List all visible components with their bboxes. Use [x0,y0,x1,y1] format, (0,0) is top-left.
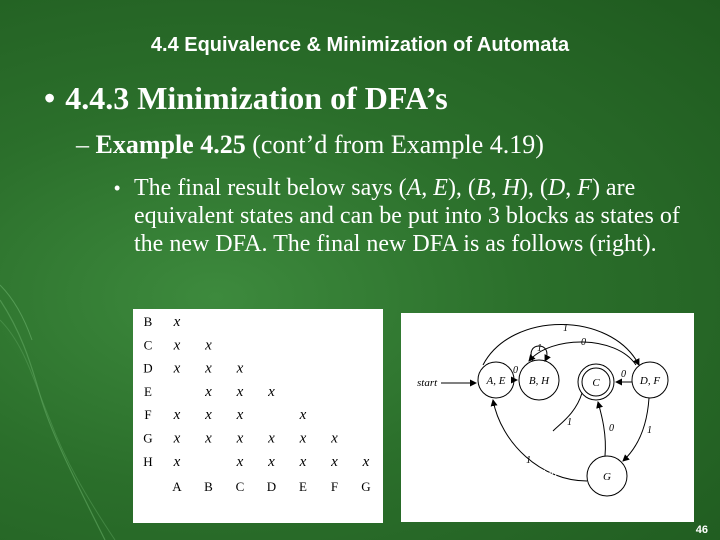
bullet-level-3-text: The final result below says (A, E), (B, H), (D, F) are equivalent states and can be put into 3 blocks as states of the new DFA. The final new DFA is as follows (right). [134,175,680,257]
bullet-level-3 [114,174,700,258]
table-cell-mark: x [173,360,181,377]
edge-g-c [598,402,605,456]
edge-label-top-outer: 1 [563,323,568,334]
equivalence-table [133,309,383,523]
table-row-label: F [144,407,152,423]
slide-title: 4.4 Equivalence & Minimization of Automata [150,34,570,56]
table-cell-mark: x [173,453,181,470]
edge-df-g [623,398,649,461]
table-cell-mark: x [236,430,244,447]
table-col-label: F [330,479,339,495]
table-cell-mark: x [299,453,307,470]
start-label: start [417,377,438,389]
bullet-level-1 [44,80,448,117]
table-row-label: B [143,314,153,329]
bullet-level-1-text: 4.4.3 Minimization of DFA’s [65,80,448,116]
table-col-label: D [266,479,277,495]
table-cell-mark: x [331,430,338,447]
table-cell-mark: x [173,314,181,330]
dash-glyph: – [76,130,89,159]
table-cell-mark: x [173,337,181,354]
svg-text:C: C [592,377,600,389]
svg-text:A, E: A, E [486,375,506,387]
table-cell-mark: x [236,407,244,424]
edge-label-df-c: 0 [621,369,626,380]
state-ae [478,362,514,398]
state-bh [519,360,559,400]
table-col-label: A [172,479,182,495]
table-cell-mark: x [173,430,181,447]
svg-text:G: G [603,471,611,483]
table-col-label: C [235,479,245,495]
table-cell-mark: x [236,360,244,377]
table-cell-mark: x [236,453,244,470]
table-cell-mark: x [299,407,307,424]
table-col-label: B [204,479,213,495]
table-cell-mark: x [173,407,181,424]
bullet-glyph: • [44,80,56,116]
state-g [587,456,627,496]
table-row-label: E [144,383,152,399]
edge-label-g-c: 0 [609,423,614,434]
table-cell-mark: x [362,453,370,470]
table-cell-mark: x [205,430,212,447]
svg-text:D, F: D, F [639,375,661,387]
table-cell-mark: x [205,337,212,354]
state-df [632,362,668,398]
edge-label-ae-bh: 0 [513,365,518,376]
bullet-level-2 [76,130,544,160]
bullet-glyph: • [114,178,121,198]
table-cell-mark: x [205,383,212,400]
page-number: 46 [695,524,708,536]
edge-label-c-left: 1 [567,417,572,428]
edge-top-outer [483,325,639,366]
table-cell-mark: x [331,453,338,470]
state-c [578,364,614,400]
table-cell-mark: x [268,430,275,447]
table-cell-mark: x [268,453,275,470]
table-col-label: E [299,479,307,495]
edge-label-bh-loop: 1 [537,343,542,354]
edge-label-g-ae: 1 [526,455,531,466]
svg-text:B, H: B, H [528,375,550,387]
table-row-label: G [143,430,153,446]
table-row-label: H [143,453,153,469]
example-label: Example 4.25 [95,130,246,159]
table-cell-mark: x [268,383,275,400]
figure-caption: Fig. 4.12 (identical to that in textbook except drawing style) [422,468,570,493]
edge-label-df-g: 1 [647,425,652,436]
table-col-label: G [361,479,371,495]
example-rest: (cont’d from Example 4.19) [245,130,544,159]
equivalence-table-svg [133,309,383,523]
table-cell-mark: x [205,407,212,424]
table-cell-mark: x [236,383,244,400]
table-cell-mark: x [299,430,307,447]
table-row-label: D [143,360,153,376]
edge-label-top-inner: 0 [581,337,586,348]
table-row-label: C [143,337,153,353]
table-cell-mark: x [205,360,212,377]
